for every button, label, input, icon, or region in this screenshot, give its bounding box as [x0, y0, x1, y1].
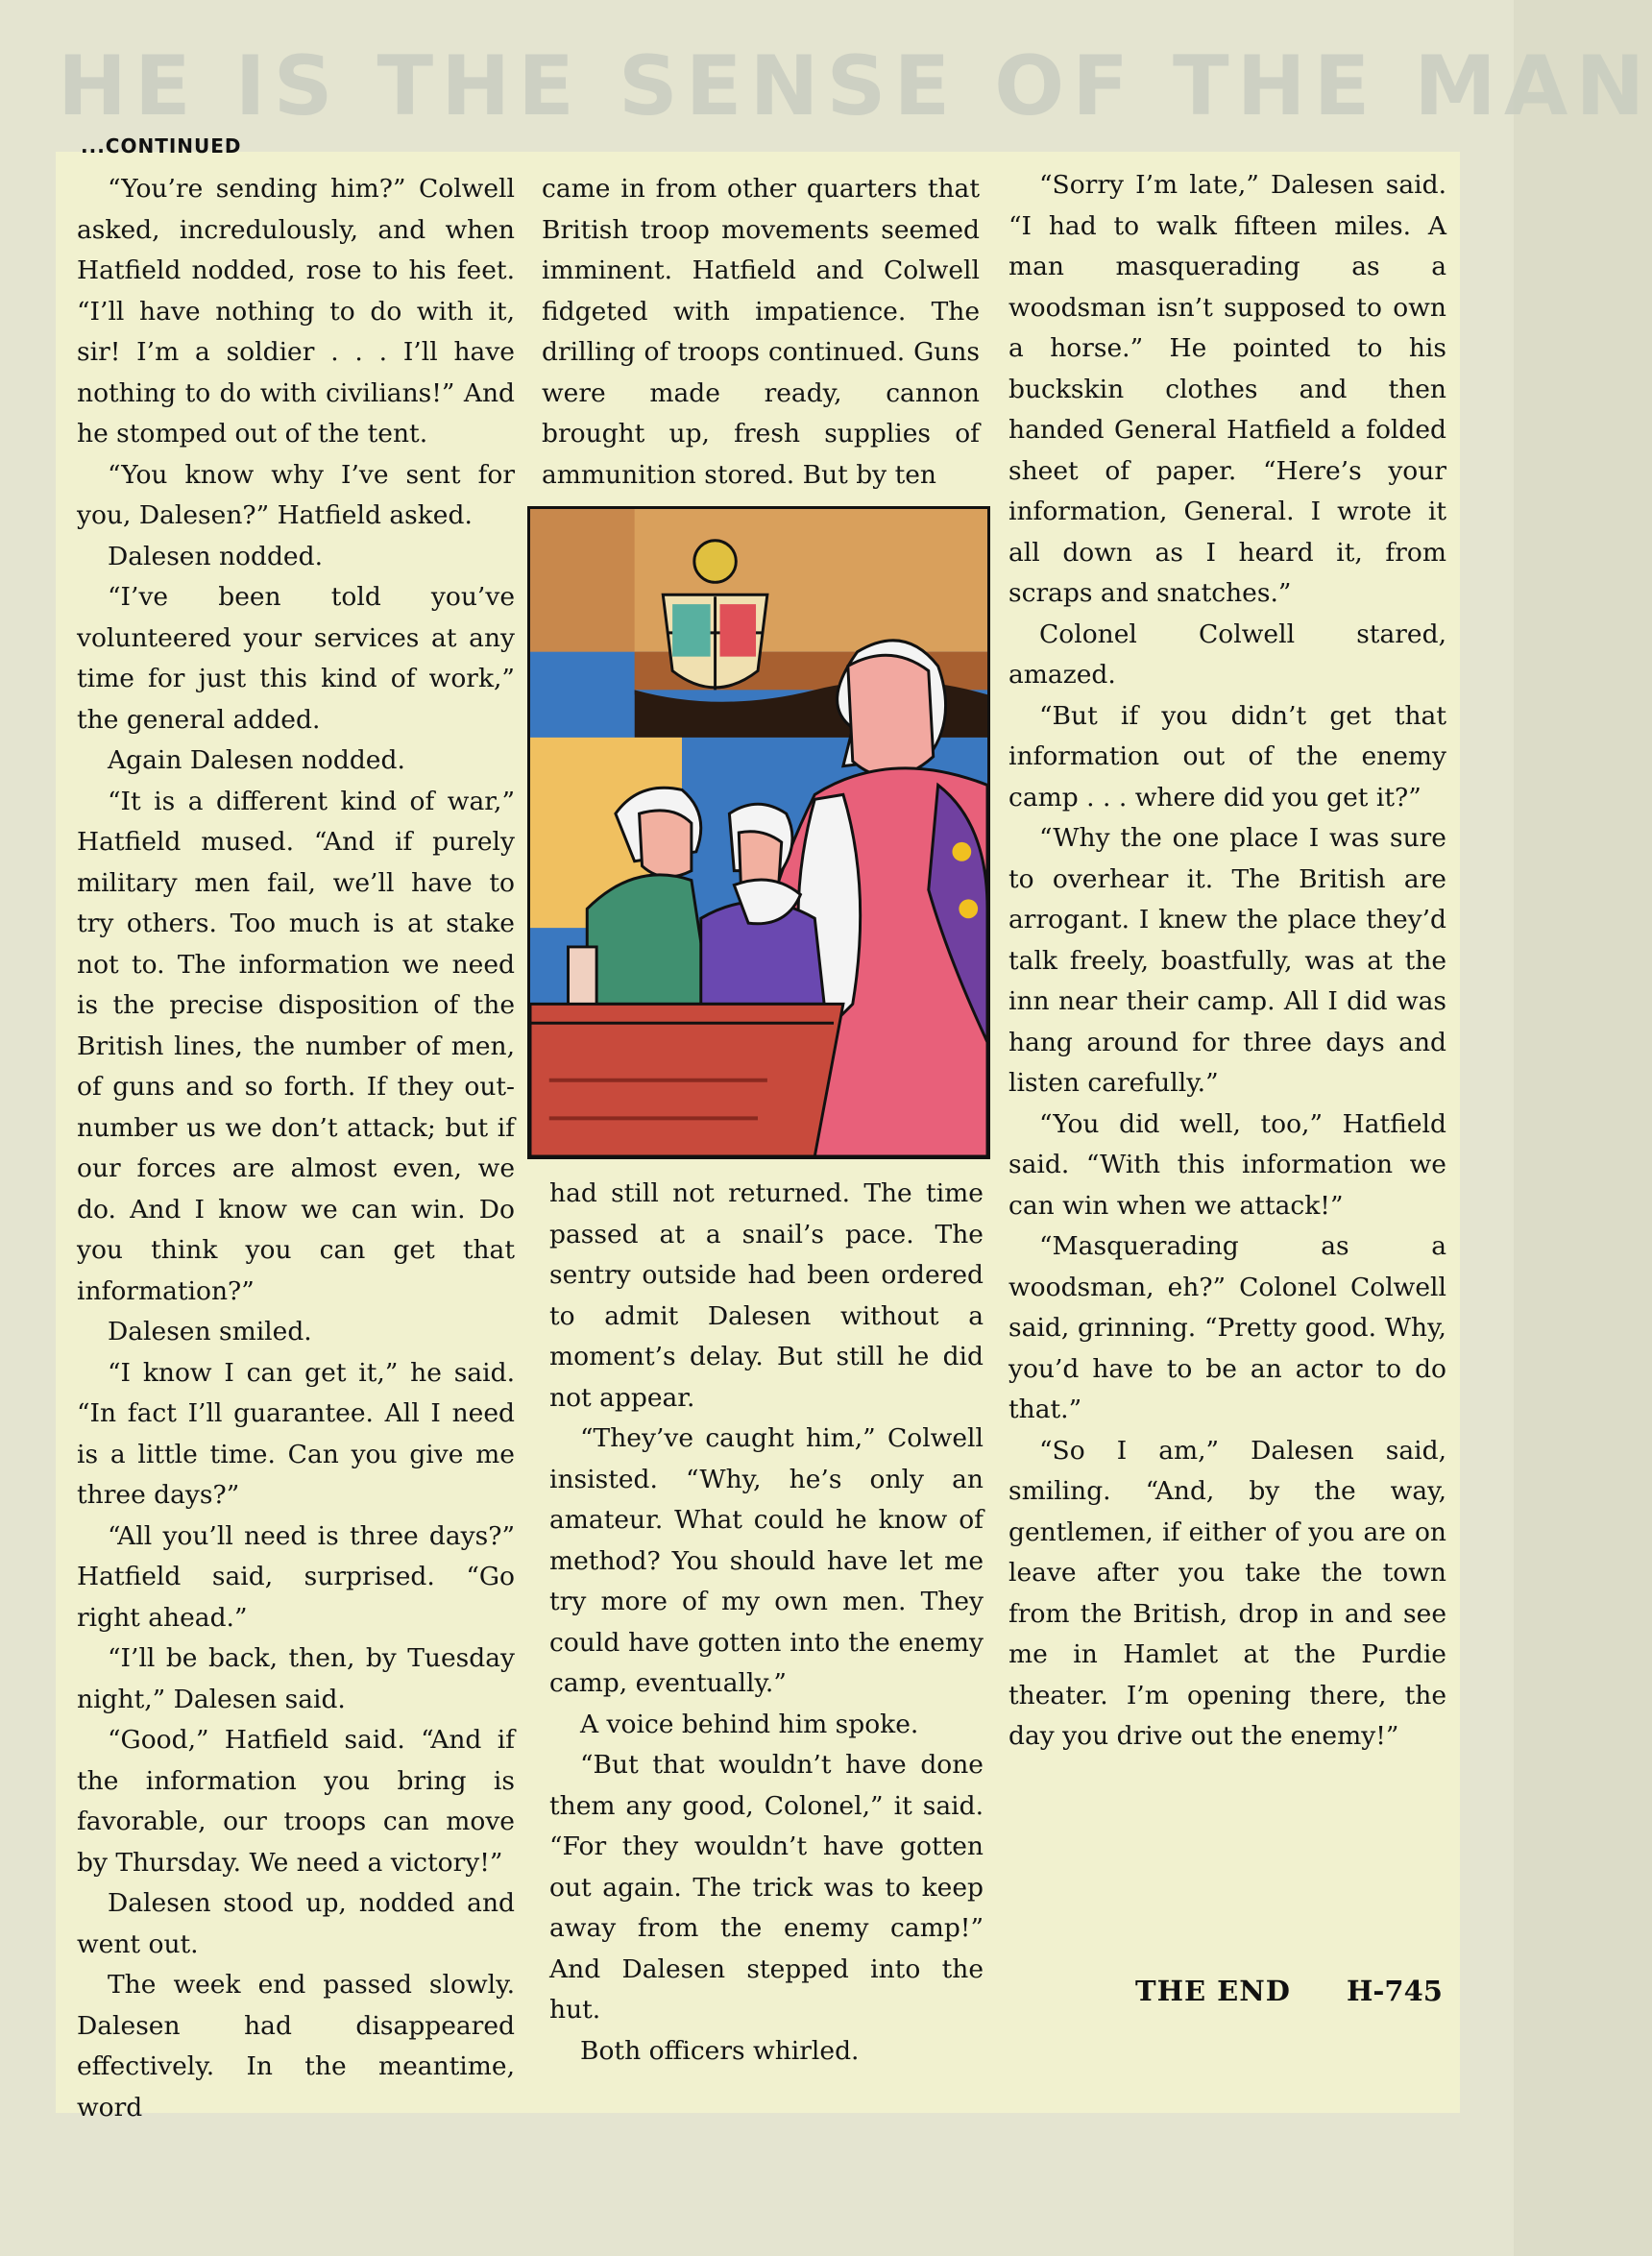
paragraph: “They’ve caught him,” Colwell insisted. “Why, he’s only an amateur. What could he know of method? You should have let me try more of my own men. They could have gotten into the enemy camp, eventually.” — [549, 1423, 984, 1698]
paragraph: “Good,” Hatfield said. “And if the information you bring is favorable, our troops can move by Thursday. We need a victory!” — [77, 1725, 515, 1878]
paragraph: Again Dalesen nodded. — [108, 745, 405, 775]
paragraph: came in from other quarters that British troop movements seemed imminent. Hatfield and Colwell fidgeted with impatience. The drilling of troops continued. Guns were made ready, cannon brought up, fresh supplies of ammunition stored. But by ten — [542, 174, 980, 490]
paragraph: Dalesen stood up, nodded and went out. — [77, 1888, 515, 1959]
paragraph: “But if you didn’t get that information out of the enemy camp . . . where did you get it?” — [1008, 700, 1446, 813]
paragraph: “It is a different kind of war,” Hatfield mused. “And if purely military men fail, we’ll have to try others. Too much is at stake not to. The information we need is the precise disposition of the British lines, the number of men, of guns and so forth. If they out-number us we don’t attack; but if our forces are almost even, we do. And I know we can win. Do you think you can get that information?” — [77, 786, 515, 1306]
paragraph: “I’ve been told you’ve volunteered your services at any time for just this kind of work,” the general added. — [77, 582, 515, 735]
the-end-label: THE END — [1135, 1975, 1291, 2007]
ghost-heading-bleed: HE IS THE SENSE OF THE MAN — [58, 38, 1652, 134]
paragraph: Both officers whirled. — [580, 2035, 860, 2066]
paragraph: “Masquerading as a woodsman, eh?” Colonel Colwell said, grinning. “Pretty good. Why, you’d have to be an actor to do that.” — [1008, 1231, 1446, 1424]
column-1 — [77, 169, 515, 2128]
illustration-drawing — [530, 509, 987, 1156]
paragraph: The week end passed slowly. Dalesen had disappeared effectively. In the meantime, word — [77, 1970, 515, 2123]
paragraph: Colonel Colwell stared, amazed. — [1008, 619, 1446, 690]
paragraph: “Sorry I’m late,” Dalesen said. “I had to walk fifteen miles. A man masquerading as a woodsman isn’t supposed to own a horse.” He pointed to his buckskin clothes and then handed General Hatfield a folded sheet of paper. “Here’s your information, General. I wrote it all down as I heard it, from scraps and snatches.” — [1008, 170, 1446, 608]
paragraph: A voice behind him spoke. — [580, 1709, 919, 1739]
paragraph: “Why the one place I was sure to overhear it. The British are arrogant. I knew the place they’d talk freely, boastfully, was at the inn near their camp. All I did was hang around for three days and listen carefully.” — [1008, 823, 1446, 1098]
paragraph: “You’re sending him?” Colwell asked, incredulously, and when Hatfield nodded, rose to his feet. “I’ll have nothing to do with it, sir! I’m a soldier . . . I’ll have nothing to do with civilians!” And he stomped out of the tent. — [77, 174, 515, 449]
paragraph: “I know I can get it,” he said. “In fact I’ll guarantee. All I need is a little time. Can you give me three days?” — [77, 1357, 515, 1510]
paragraph: Dalesen nodded. — [108, 541, 323, 571]
paragraph: “You know why I’ve sent for you, Dalesen?” Hatfield asked. — [77, 459, 515, 530]
paragraph: “So I am,” Dalesen said, smiling. “And, by the way, gentlemen, if either of you are on leave after you take the town from the British, drop in and see me in Hamlet at the Purdie theater. I’m opening there, the day you drive out the enemy!” — [1008, 1435, 1446, 1751]
paragraph: “I’ll be back, then, by Tuesday night,” Dalesen said. — [77, 1643, 515, 1714]
continued-label: ...CONTINUED — [81, 134, 242, 158]
illustration-officers-at-table — [527, 506, 990, 1159]
column-3 — [1008, 165, 1446, 1758]
story-code: H-745 — [1347, 1975, 1443, 2007]
paragraph: “But that wouldn’t have done them any good, Colonel,” it said. “For they wouldn’t have gotten out again. The trick was to keep away from the enemy camp!” And Dalesen stepped into the hut. — [549, 1750, 984, 2025]
column-2-top — [542, 169, 980, 496]
paragraph: “You did well, too,” Hatfield said. “With this information we can win when we attack!” — [1008, 1108, 1446, 1221]
paragraph: had still not returned. The time passed at a snail’s pace. The sentry outside had been ordered to admit Dalesen without a moment’s delay. But still he did not appear. — [549, 1178, 984, 1413]
column-2-bottom — [549, 1174, 984, 2072]
paragraph: Dalesen smiled. — [108, 1317, 312, 1346]
paragraph: “All you’ll need is three days?” Hatfield said, surprised. “Go right ahead.” — [77, 1520, 515, 1633]
